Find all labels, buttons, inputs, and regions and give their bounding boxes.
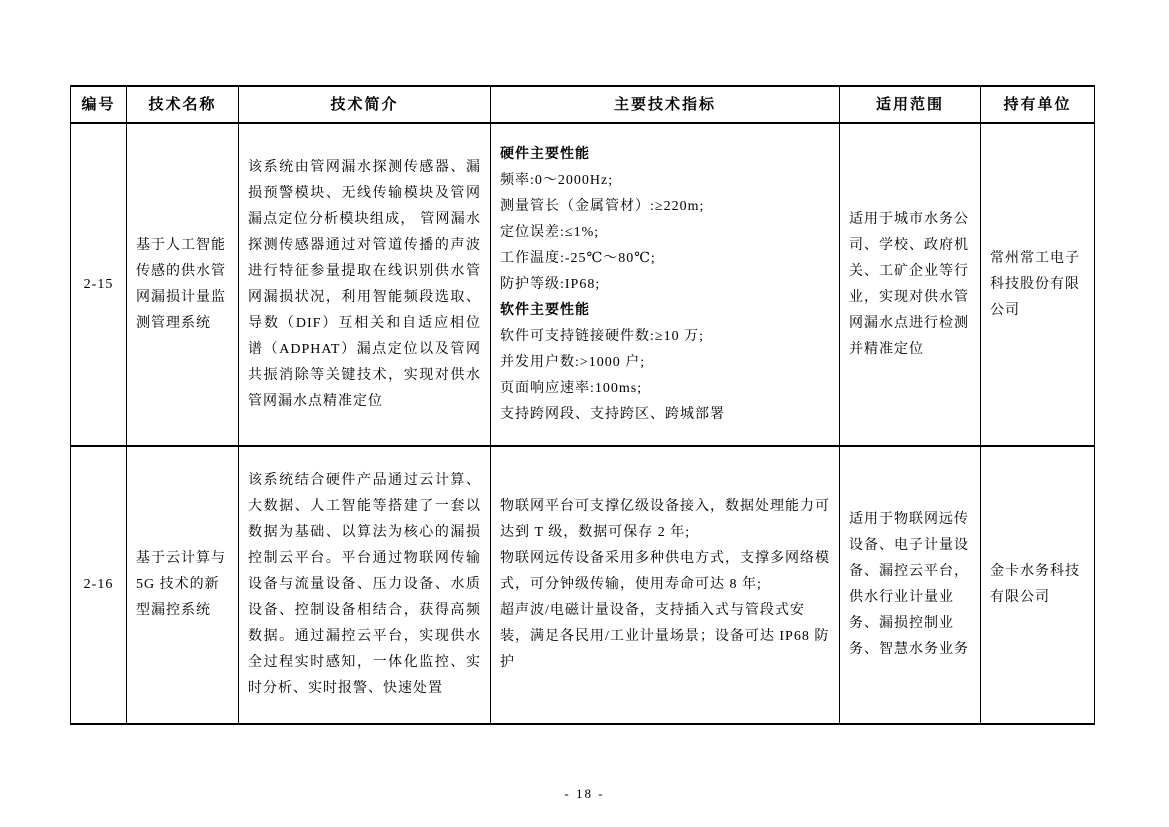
- cell-holder: 常州常工电子科技股份有限公司: [981, 123, 1095, 446]
- header-scope: 适用范围: [840, 86, 981, 123]
- indicator-line: 并发用户数:>1000 户;: [500, 354, 646, 370]
- indicator-line: 定位误差:≤1%;: [500, 224, 600, 240]
- indicator-line: 物联网平台可支撑亿级设备接入，数据处理能力可达到 T 级，数据可保存 2 年;: [500, 499, 830, 540]
- table-row: [71, 446, 1095, 724]
- indicator-line: 测量管长（金属管材）:≥220m;: [500, 198, 705, 214]
- indicator-line: 物联网远传设备采用多种供电方式，支撑多网络模式，可分钟级传输，使用寿命可达 8 年;: [500, 551, 830, 592]
- cell-tech-intro: 该系统结合硬件产品通过云计算、大数据、人工智能等搭建了一套以数据为基础、以算法为核心的漏损控制云平台。平台通过物联网传输设备与流量设备、压力设备、水质设备、控制设备相结合，获得高频数据。通过漏控云平台，实现供水全过程实时感知，一体化监控、实时分析、实时报警、快速处置: [239, 446, 491, 724]
- cell-main-indicators: [491, 446, 840, 724]
- cell-number: 2-16: [71, 446, 127, 724]
- indicator-line: 超声波/电磁计量设备，支持插入式与管段式安装，满足各民用/工业计量场景；设备可达 IP68 防护: [500, 603, 830, 670]
- indicator-line: 硬件主要性能: [500, 146, 590, 162]
- table-header-row: [71, 86, 1095, 123]
- header-tech-name: 技术名称: [127, 86, 239, 123]
- header-number: 编号: [71, 86, 127, 123]
- cell-tech-name: 基于人工智能传感的供水管网漏损计量监测管理系统: [127, 123, 239, 446]
- indicator-line: 频率:0～2000Hz;: [500, 172, 614, 188]
- cell-holder: 金卡水务科技有限公司: [981, 446, 1095, 724]
- header-tech-intro: 技术简介: [239, 86, 491, 123]
- page-number: - 18 -: [564, 786, 605, 801]
- cell-tech-name: 基于云计算与 5G 技术的新型漏控系统: [127, 446, 239, 724]
- indicator-line: 页面响应速率:100ms;: [500, 380, 643, 396]
- cell-scope: 适用于城市水务公司、学校、政府机关、工矿企业等行业，实现对供水管网漏水点进行检测并精准定位: [840, 123, 981, 446]
- cell-scope: 适用于物联网远传设备、电子计量设备、漏控云平台，供水行业计量业务、漏损控制业务、智慧水务业务: [840, 446, 981, 724]
- indicator-line: 软件主要性能: [500, 302, 590, 318]
- indicator-line: 工作温度:-25℃～80℃;: [500, 250, 656, 266]
- cell-tech-intro: 该系统由管网漏水探测传感器、漏损预警模块、无线传输模块及管网漏点定位分析模块组成， 管网漏水探测传感器通过对管道传播的声波进行特征参量提取在线识别供水管网漏损状况，利用智能频段选取、导数（DIF）互相关和自适应相位谱（ADPHAT）漏点定位以及管网共振消除等关键技术，实现对供水管网漏水点精准定位: [239, 123, 491, 446]
- header-main-indicators: 主要技术指标: [491, 86, 840, 123]
- cell-number: 2-15: [71, 123, 127, 446]
- header-holder: 持有单位: [981, 86, 1095, 123]
- indicator-line: 防护等级:IP68;: [500, 276, 601, 292]
- table-row: [71, 123, 1095, 446]
- cell-main-indicators: [491, 123, 840, 446]
- indicator-line: 软件可支持链接硬件数:≥10 万;: [500, 328, 704, 344]
- technology-table: [70, 85, 1095, 725]
- indicator-line: 支持跨网段、支持跨区、跨城部署: [500, 406, 725, 422]
